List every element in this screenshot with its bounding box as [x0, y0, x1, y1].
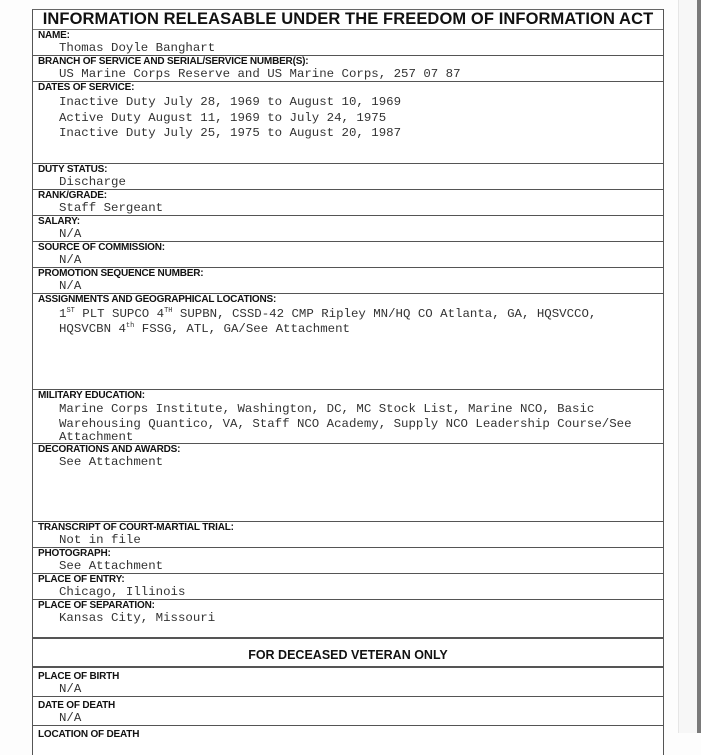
- field-value: N/A: [59, 253, 82, 267]
- text: FSSG, ATL, GA/See Attachment: [134, 322, 350, 336]
- field-value: Inactive Duty July 25, 1975 to August 20, 1987: [59, 126, 402, 140]
- field-rank-grade: [33, 190, 663, 216]
- field-value: Staff Sergeant: [59, 201, 164, 215]
- superscript: ST: [66, 307, 75, 315]
- field-place-of-entry: [33, 574, 663, 600]
- field-value: Thomas Doyle Banghart: [59, 41, 216, 55]
- field-value: Discharge: [59, 175, 126, 189]
- field-salary: [33, 216, 663, 242]
- field-promotion-sequence: [33, 268, 663, 294]
- field-value: N/A: [59, 682, 82, 696]
- field-value: Inactive Duty July 28, 1969 to August 10, 1969: [59, 95, 402, 109]
- field-label: PLACE OF BIRTH: [38, 671, 120, 682]
- field-value-line: [33, 322, 663, 337]
- superscript: TH: [164, 307, 173, 315]
- text: SUPBN, CSSD-42 CMP Ripley MN/HQ CO Atlanta, GA, HQSVCCO,: [172, 307, 597, 321]
- field-label: MILITARY EDUCATION:: [38, 390, 145, 401]
- field-court-martial: [33, 522, 663, 548]
- field-label: PLACE OF ENTRY:: [38, 574, 125, 585]
- field-source-of-commission: [33, 242, 663, 268]
- field-place-of-separation: [33, 600, 663, 638]
- deceased-section-header: FOR DECEASED VETERAN ONLY: [33, 638, 663, 668]
- field-dates-of-service: [33, 82, 663, 164]
- field-label: RANK/GRADE:: [38, 190, 107, 201]
- field-place-of-birth: [33, 671, 663, 697]
- field-value: N/A: [59, 227, 82, 241]
- field-value: Active Duty August 11, 1969 to July 24, 1975: [59, 110, 387, 125]
- field-value: See Attachment: [59, 559, 164, 573]
- field-branch: [33, 56, 663, 82]
- field-label: SALARY:: [38, 216, 80, 227]
- field-value: Marine Corps Institute, Washington, DC, MC Stock List, Marine NCO, Basic: [59, 402, 595, 416]
- superscript: th: [125, 322, 135, 330]
- field-value: N/A: [59, 279, 82, 293]
- foia-form: [32, 9, 664, 755]
- field-label: DATES OF SERVICE:: [38, 82, 135, 93]
- text: HQSVCBN 4: [59, 322, 126, 336]
- field-date-of-death: [33, 700, 663, 726]
- text: 1: [59, 307, 67, 321]
- field-value: N/A: [59, 711, 82, 725]
- field-value: See Attachment: [59, 455, 164, 469]
- field-value-line: [33, 307, 663, 322]
- field-label: NAME:: [38, 30, 70, 41]
- field-value: Attachment: [59, 430, 134, 444]
- field-value: US Marine Corps Reserve and US Marine Corps, 257 07 87: [59, 67, 461, 81]
- field-photograph: [33, 548, 663, 574]
- field-label: ASSIGNMENTS AND GEOGRAPHICAL LOCATIONS:: [38, 294, 277, 305]
- field-value: Not in file: [59, 533, 141, 547]
- field-label: DUTY STATUS:: [38, 164, 108, 175]
- field-value: Kansas City, Missouri: [59, 611, 216, 625]
- form-title: INFORMATION RELEASABLE UNDER THE FREEDOM OF INFORMATION ACT: [33, 10, 663, 30]
- field-label: DECORATIONS AND AWARDS:: [38, 444, 181, 455]
- field-label: LOCATION OF DEATH: [38, 729, 140, 740]
- field-name: [33, 30, 663, 56]
- text: PLT SUPCO 4: [74, 307, 165, 321]
- field-military-education: [33, 390, 663, 444]
- field-decorations-awards: [33, 444, 663, 522]
- page-gutter: [678, 0, 697, 733]
- field-label: PHOTOGRAPH:: [38, 548, 111, 559]
- field-duty-status: [33, 164, 663, 190]
- field-label: SOURCE OF COMMISSION:: [38, 242, 165, 253]
- field-assignments: [33, 294, 663, 390]
- field-label: PROMOTION SEQUENCE NUMBER:: [38, 268, 204, 279]
- field-value: Chicago, Illinois: [59, 585, 186, 599]
- field-value: Warehousing Quantico, VA, Staff NCO Academy, Supply NCO Leadership Course/See: [59, 416, 632, 431]
- field-label: PLACE OF SEPARATION:: [38, 600, 155, 611]
- field-label: TRANSCRIPT OF COURT-MARTIAL TRIAL:: [38, 522, 234, 533]
- viewer-scrollbar[interactable]: [697, 0, 701, 733]
- field-label: DATE OF DEATH: [38, 700, 116, 711]
- field-label: BRANCH OF SERVICE AND SERIAL/SERVICE NUMBER(S):: [38, 56, 309, 67]
